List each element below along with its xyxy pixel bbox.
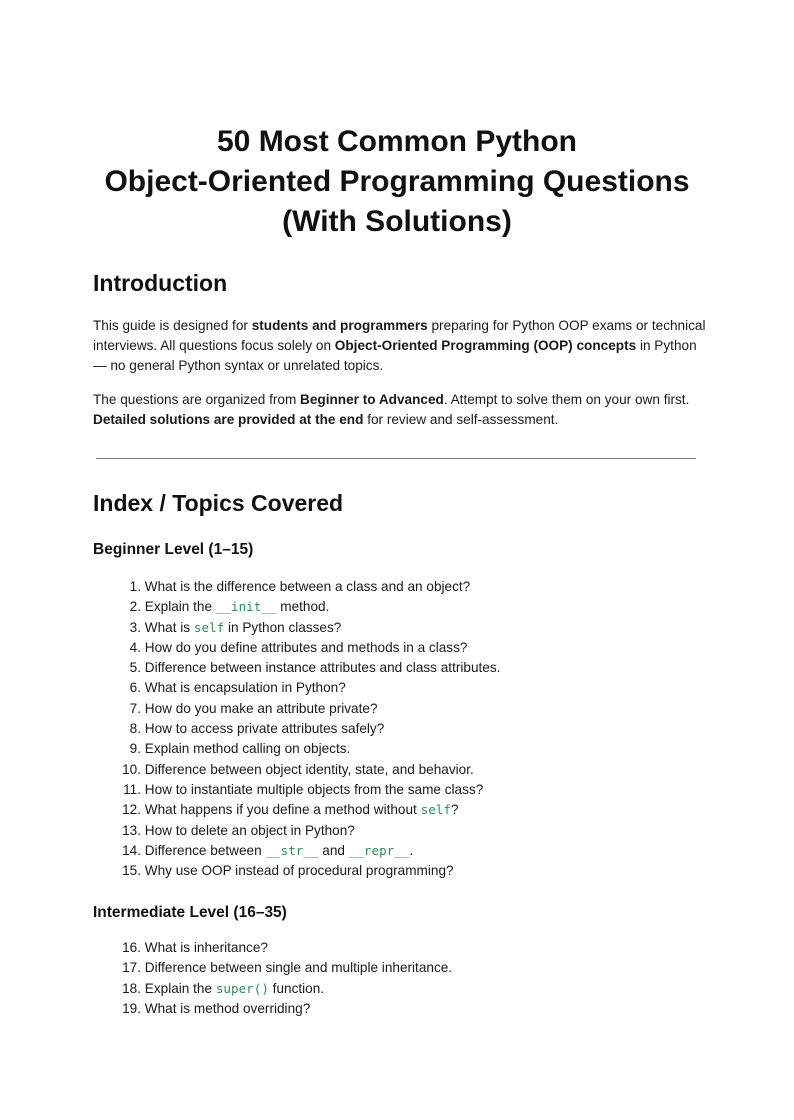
question-text: How to instantiate multiple objects from the same class?	[144, 781, 484, 797]
question-text: .	[409, 842, 414, 858]
question-item	[113, 999, 452, 1019]
question-item	[113, 699, 500, 719]
question-text: in Python classes?	[224, 619, 342, 635]
question-number: 4.	[129, 639, 141, 655]
question-item	[113, 938, 452, 958]
question-text: Difference between instance attributes and class attributes.	[144, 660, 501, 676]
question-text: Difference between	[144, 842, 266, 858]
intro-p1-text-1: This guide is designed for	[93, 318, 252, 333]
question-number: 17.	[122, 960, 141, 976]
question-item	[113, 638, 500, 658]
question-text: What happens if you define a method without	[144, 802, 421, 818]
title-line-1: 50 Most Common Python	[216, 125, 577, 158]
intermediate-level-heading: Intermediate Level (16–35)	[93, 904, 287, 921]
question-text: Explain the	[144, 980, 216, 996]
question-text: method.	[276, 599, 330, 615]
question-item	[113, 861, 500, 881]
beginner-level-heading: Beginner Level (1–15)	[93, 541, 254, 558]
intro-p1-bold-1: students and programmers	[251, 318, 428, 333]
code-snippet: self	[420, 802, 451, 818]
question-item	[113, 780, 500, 800]
question-number: 12.	[122, 802, 141, 818]
question-number: 3.	[129, 619, 141, 635]
question-number: 1.	[129, 579, 141, 594]
question-number: 15.	[122, 863, 141, 879]
question-text: ?	[450, 802, 459, 818]
question-item	[113, 841, 500, 861]
intro-p1-bold-2: Object-Oriented Programming (OOP) concepts	[334, 338, 637, 353]
question-text: function.	[268, 980, 325, 996]
question-item	[113, 719, 500, 739]
section-divider	[96, 458, 696, 459]
question-text: Why use OOP instead of procedural programming?	[144, 863, 454, 879]
question-number: 7.	[129, 700, 141, 716]
question-text: Explain the	[144, 599, 216, 615]
question-item	[113, 979, 452, 999]
question-text: How to delete an object in Python?	[144, 822, 355, 838]
intro-p2-text-1: The questions are organized from	[93, 392, 301, 407]
document-title	[0, 122, 794, 242]
beginner-question-list	[113, 577, 500, 881]
question-item	[113, 821, 500, 841]
question-number: 2.	[129, 599, 141, 615]
title-line-3: (With Solutions)	[282, 205, 512, 238]
intro-p2-text-3: for review and self-assessment.	[363, 412, 559, 427]
question-number: 5.	[129, 660, 141, 676]
question-text: Difference between object identity, state, and behavior.	[144, 761, 474, 777]
question-number: 8.	[129, 721, 141, 737]
intro-p2-text-2: . Attempt to solve them on your own first.	[443, 392, 690, 407]
intro-p2-bold-2: Detailed solutions are provided at the end	[93, 412, 364, 427]
question-item	[113, 678, 500, 698]
intermediate-question-list	[113, 938, 452, 1019]
question-number: 11.	[123, 781, 141, 797]
question-text: Explain method calling on objects.	[144, 741, 351, 757]
code-snippet: __init__	[215, 599, 277, 615]
question-number: 19.	[122, 1000, 141, 1016]
code-snippet: super()	[215, 980, 269, 996]
code-snippet: self	[193, 619, 225, 635]
question-item	[113, 597, 500, 617]
question-number: 9.	[129, 741, 141, 757]
question-item	[113, 800, 500, 820]
question-number: 16.	[122, 940, 141, 955]
code-snippet: __str__	[265, 842, 319, 858]
question-item	[113, 658, 500, 678]
question-number: 10.	[122, 761, 141, 777]
question-number: 13.	[122, 822, 141, 838]
question-item	[113, 739, 500, 759]
intro-p1-text-2: preparing for Python OOP exams or technical interviews. All questions focus solely on	[93, 318, 706, 353]
question-item	[113, 618, 500, 638]
question-text: What is encapsulation in Python?	[144, 680, 346, 696]
question-text: How to access private attributes safely?	[144, 721, 385, 737]
title-line-2: Object-Oriented Programming Questions	[104, 165, 690, 198]
code-snippet: __repr__	[348, 842, 410, 858]
question-text: What is	[144, 619, 194, 635]
question-number: 6.	[129, 680, 141, 696]
introduction-heading: Introduction	[93, 270, 228, 296]
question-text: What is method overriding?	[144, 1000, 311, 1016]
question-item	[113, 577, 500, 597]
question-number: 18.	[122, 980, 141, 996]
question-text: How do you define attributes and methods in a class?	[144, 639, 468, 655]
question-item	[113, 958, 452, 978]
question-text: What is the difference between a class and an object?	[144, 579, 471, 594]
intro-p2-bold-1: Beginner to Advanced	[300, 392, 444, 407]
question-text: and	[318, 842, 349, 858]
question-text: Difference between single and multiple inheritance.	[144, 960, 453, 976]
question-text: What is inheritance?	[144, 940, 268, 955]
question-item	[113, 760, 500, 780]
intro-paragraph-1	[93, 316, 713, 376]
intro-p1-text-3: in Python — no general Python syntax or unrelated topics.	[93, 338, 697, 373]
index-heading: Index / Topics Covered	[93, 490, 344, 516]
question-number: 14.	[122, 842, 141, 858]
intro-paragraph-2	[93, 390, 713, 430]
question-text: How do you make an attribute private?	[144, 700, 378, 716]
